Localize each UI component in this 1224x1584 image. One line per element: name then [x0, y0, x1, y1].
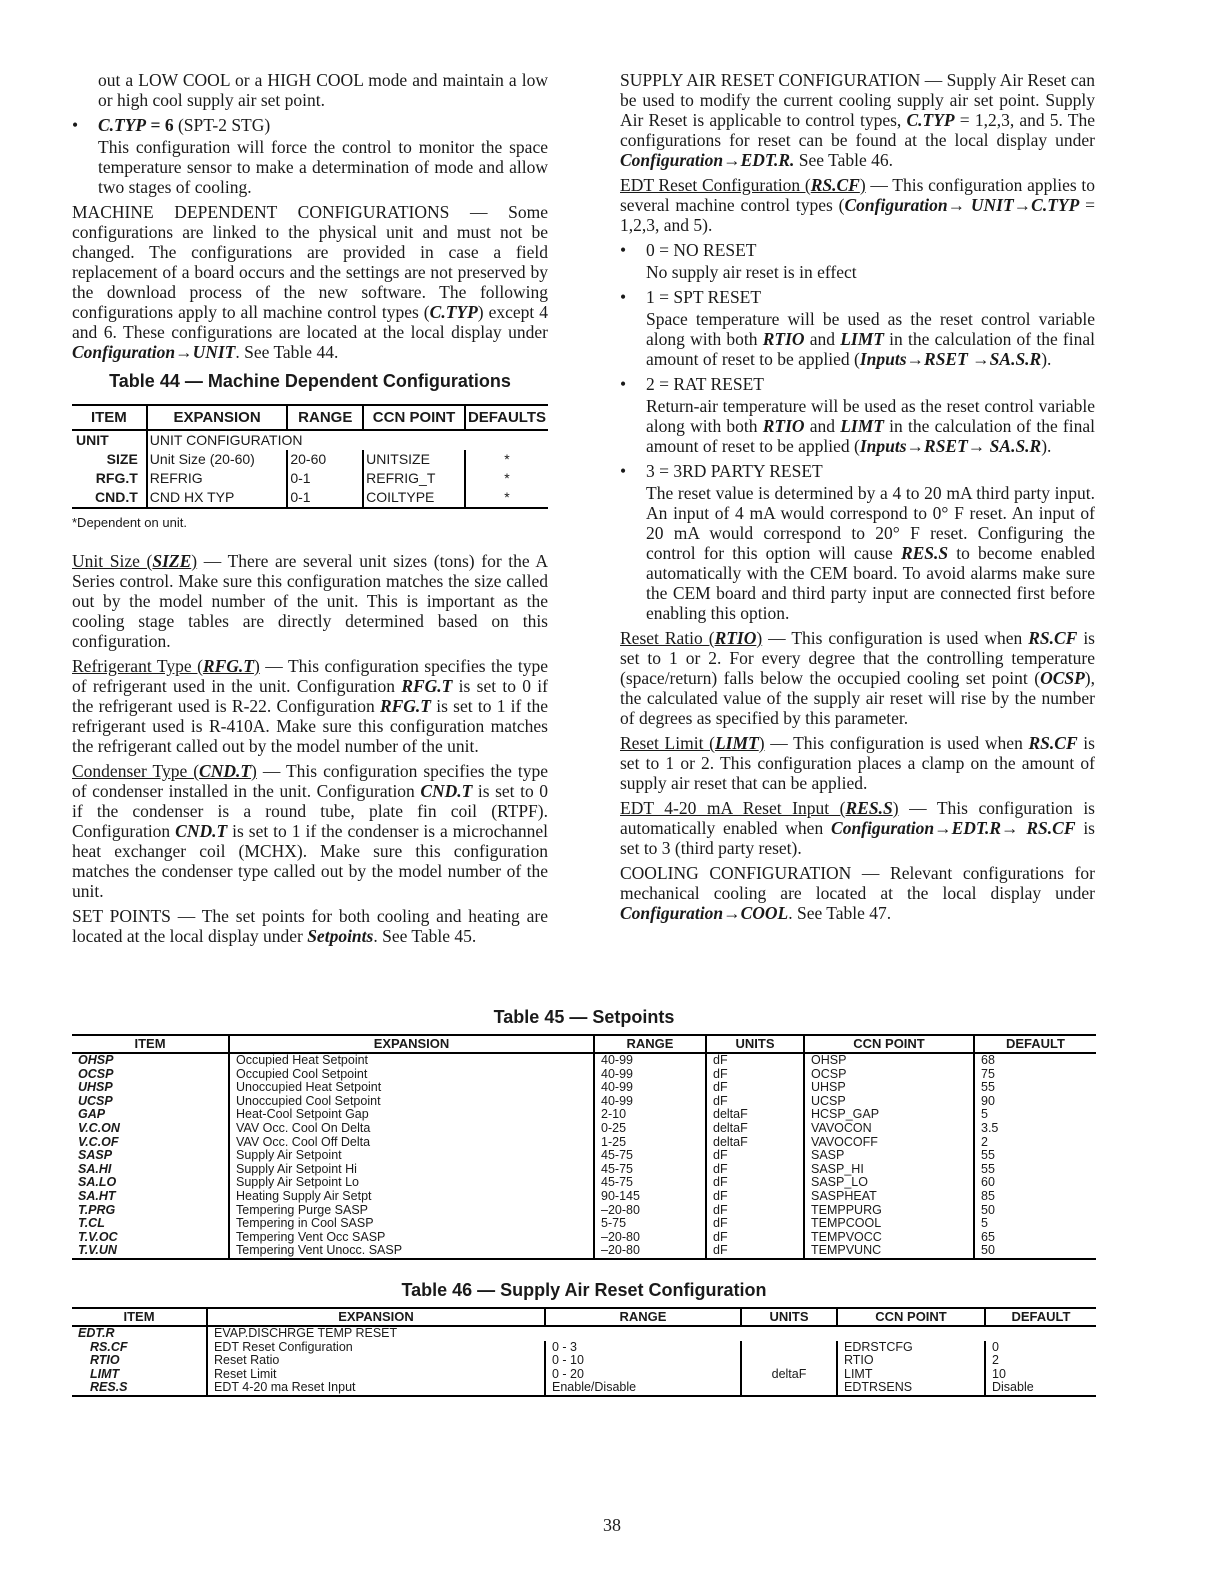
cell-default: 0	[985, 1341, 1096, 1355]
ctyp6-description: This configuration will force the control to monitor the space temperature sensor to make a determination of mode and allow two stages of cooling.	[98, 137, 548, 197]
cell-units: dF	[706, 1190, 804, 1204]
cell-range: –20-80	[594, 1204, 706, 1218]
set-points-paragraph: SET POINTS — The set points for both cooling and heating are located at the local display under Setpoints. See Table 45.	[72, 906, 548, 946]
cooling-configuration-paragraph: COOLING CONFIGURATION — Relevant configurations for mechanical cooling are located at the local display under Configuration→COOL. See Table 47.	[620, 863, 1095, 923]
t45-header-range: RANGE	[594, 1035, 706, 1053]
cell-default: 55	[974, 1081, 1096, 1095]
machine-dependent-paragraph: MACHINE DEPENDENT CONFIGURATIONS — Some configurations are linked to the physical unit and must not be changed. The configurations are provided in case a field replacement of a board occurs and the settings are not preserved by the download process of the new software. The following configurations apply to all machine control types (C.TYP) except 4 and 6. These configurations are located at the local display under Configuration→UNIT. See Table 44.	[72, 202, 548, 362]
paragraph-low-high-cool: out a LOW COOL or a HIGH COOL mode and maintain a low or high cool supply air set point.	[98, 70, 548, 110]
ctyp6-label: C.TYP	[98, 115, 147, 135]
cell-default: 10	[985, 1368, 1096, 1382]
table-row	[72, 1190, 1096, 1204]
cell-default: 2	[974, 1136, 1096, 1150]
cell-expansion: VAV Occ. Cool On Delta	[229, 1122, 594, 1136]
cell-expansion: Unoccupied Heat Setpoint	[229, 1081, 594, 1095]
page-number: 38	[603, 1515, 621, 1535]
t44-header-item: ITEM	[72, 405, 147, 430]
edt-reset-config-paragraph: EDT Reset Configuration (RS.CF) — This configuration applies to several machine control types (Configuration→ UNIT→C.TYP = 1,2,3, and 5).	[620, 175, 1095, 235]
cell-item: SA.LO	[78, 1175, 117, 1190]
cell-units: dF	[706, 1204, 804, 1218]
table-row	[72, 1095, 1096, 1109]
table-row	[72, 1204, 1096, 1218]
table45-caption: Table 45 — Setpoints	[493, 1007, 675, 1027]
cell-expansion: Reset Ratio	[207, 1354, 545, 1368]
cell-range: 0 - 3	[545, 1341, 741, 1355]
cell-ccn: TEMPVUNC	[804, 1244, 974, 1259]
table-row	[72, 1381, 1096, 1396]
cell-default: 2	[985, 1354, 1096, 1368]
3rd-party-reset-description: The reset value is determined by a 4 to 20 mA third party input. An input of 4 mA would correspond to 0° F reset. An input of 20 mA would correspond to 20° F reset. Configuring the control for this option will cause RES.S to become enabled automatically with the CEM board. To avoid alarms make sure the CEM board and third party input are connected first before enabling this option.	[646, 483, 1095, 623]
cell-range: 40-99	[594, 1095, 706, 1109]
table44-footnote: *Dependent on unit.	[72, 515, 187, 530]
cell-range: 0 - 10	[545, 1354, 741, 1368]
cell-range: 45-75	[594, 1163, 706, 1177]
cell-default: 68	[974, 1053, 1096, 1068]
t44-header-expansion: EXPANSION	[147, 405, 288, 430]
table-row	[72, 1354, 1096, 1368]
cell-default: 75	[974, 1068, 1096, 1082]
cell-item: UCSP	[78, 1093, 113, 1108]
supply-air-reset-paragraph: SUPPLY AIR RESET CONFIGURATION — Supply Air Reset can be used to modify the current cooling supply air set point. Supply Air Reset is applicable to control types, C.TYP = 1,2,3, and 5. The configurations for reset can be found at the local display under Configuration→EDT.R. See Table 46.	[620, 70, 1095, 170]
t46-header-expansion: EXPANSION	[207, 1308, 545, 1326]
table-row	[72, 1176, 1096, 1190]
cell-units: dF	[706, 1095, 804, 1109]
cell-default: 5	[974, 1217, 1096, 1231]
cell-units: deltaF	[706, 1108, 804, 1122]
bullet-3rd-party-reset: • 3 = 3RD PARTY RESET	[620, 461, 823, 481]
edt-reset-input-paragraph: EDT 4-20 mA Reset Input (RES.S) — This configuration is automatically enabled when Configuration→EDT.R→ RS.CF is set to 3 (third party reset).	[620, 798, 1095, 858]
cell-default: 90	[974, 1095, 1096, 1109]
cell-ccn: UCSP	[804, 1095, 974, 1109]
cell-ccn: EDTRSENS	[837, 1381, 985, 1396]
cell-ccn: HCSP_GAP	[804, 1108, 974, 1122]
cell-item: RES.S	[72, 1381, 207, 1396]
cell-default: 55	[974, 1163, 1096, 1177]
cell-ccn: EDRSTCFG	[837, 1341, 985, 1355]
cell-expansion: Tempering Vent Occ SASP	[229, 1231, 594, 1245]
cell-range: 90-145	[594, 1190, 706, 1204]
t46-header-default: DEFAULT	[985, 1308, 1096, 1326]
cell-item: SA.HI	[78, 1161, 112, 1176]
cell-ccn: SASP_HI	[804, 1163, 974, 1177]
cell-units: dF	[706, 1053, 804, 1068]
cell-default: 85	[974, 1190, 1096, 1204]
cell-units	[741, 1381, 837, 1396]
table-row	[72, 1149, 1096, 1163]
cell-range: 1-25	[594, 1136, 706, 1150]
table-row	[72, 1081, 1096, 1095]
cell-item: OHSP	[78, 1053, 114, 1067]
cell-expansion: Occupied Cool Setpoint	[229, 1068, 594, 1082]
cell-item: V.C.OF	[78, 1134, 119, 1149]
cell-expansion: EDT 4-20 ma Reset Input	[207, 1381, 545, 1396]
cell-expansion: Supply Air Setpoint Lo	[229, 1176, 594, 1190]
cell-ccn: TEMPCOOL	[804, 1217, 974, 1231]
t45-header-units: UNITS	[706, 1035, 804, 1053]
cell-expansion: EDT Reset Configuration	[207, 1341, 545, 1355]
cell-units: dF	[706, 1163, 804, 1177]
refrigerant-type-paragraph: Refrigerant Type (RFG.T) — This configuration specifies the type of refrigerant used in the unit. Configuration RFG.T is set to 0 if the refrigerant used is R-22. Configuration RFG.T is set to 1 if the refrigerant used is R-410A. Make sure this configuration matches the refrigerant called out by the model number of the unit.	[72, 656, 548, 756]
bullet-ctyp-6: • C.TYP = 6 (SPT-2 STG)	[72, 115, 271, 135]
cell-units: dF	[706, 1149, 804, 1163]
bullet-spt-reset: • 1 = SPT RESET	[620, 287, 762, 307]
cell-range: 40-99	[594, 1081, 706, 1095]
cell-expansion: Heat-Cool Setpoint Gap	[229, 1108, 594, 1122]
table-row	[72, 1108, 1096, 1122]
cell-units: dF	[706, 1231, 804, 1245]
table-row	[72, 1136, 1096, 1150]
t45-header-default: DEFAULT	[974, 1035, 1096, 1053]
cell-range: 0-25	[594, 1122, 706, 1136]
cell-ccn: UHSP	[804, 1081, 974, 1095]
cell-item: SA.HT	[78, 1188, 116, 1203]
cell-units: dF	[706, 1217, 804, 1231]
cell-default: 5	[974, 1108, 1096, 1122]
unit-size-paragraph: Unit Size (SIZE) — There are several unit sizes (tons) for the A Series control. Make sure this configuration matches the size called out by the model number of the unit. This is important as the cooling stage tables are directly determined based on this configuration.	[72, 551, 548, 651]
cell-default: 50	[974, 1244, 1096, 1259]
table-row	[72, 1122, 1096, 1136]
cell-expansion: Unoccupied Cool Setpoint	[229, 1095, 594, 1109]
cell-item: V.C.ON	[78, 1120, 120, 1135]
table-row: CND.T CND HX TYP 0-1 COILTYPE *	[72, 488, 548, 508]
table-row	[72, 1163, 1096, 1177]
table44-machine-dependent	[72, 404, 548, 509]
table-row: SIZE Unit Size (20-60) 20-60 UNITSIZE *	[72, 450, 548, 469]
table46-section	[72, 1279, 1096, 1397]
cell-ccn: TEMPVOCC	[804, 1231, 974, 1245]
cell-ccn: LIMT	[837, 1368, 985, 1382]
cell-expansion: Supply Air Setpoint	[229, 1149, 594, 1163]
table-row	[72, 1053, 1096, 1068]
cell-item: GAP	[78, 1107, 106, 1122]
cell-range: 0 - 20	[545, 1368, 741, 1382]
cell-ccn: OCSP	[804, 1068, 974, 1082]
t45-header-ccn: CCN POINT	[804, 1035, 974, 1053]
t46-header-units: UNITS	[741, 1308, 837, 1326]
cell-item: RS.CF	[90, 1339, 128, 1354]
cell-item: T.V.OC	[78, 1229, 118, 1244]
cell-ccn: VAVOCON	[804, 1122, 974, 1136]
cell-range: 2-10	[594, 1108, 706, 1122]
cell-default: 50	[974, 1204, 1096, 1218]
bullet-rat-reset: • 2 = RAT RESET	[620, 374, 764, 394]
cell-expansion: Tempering Vent Unocc. SASP	[229, 1244, 594, 1259]
reset-limit-paragraph: Reset Limit (LIMT) — This configuration is used when RS.CF is set to 1 or 2. This configuration places a clamp on the amount of supply air reset that can be applied.	[620, 733, 1095, 793]
cell-default: 65	[974, 1231, 1096, 1245]
cell-range: 40-99	[594, 1068, 706, 1082]
cell-item: T.PRG	[78, 1202, 116, 1217]
cell-item: LIMT	[90, 1366, 120, 1381]
cell-item: SASP	[78, 1148, 113, 1163]
cell-item: T.V.UN	[72, 1244, 229, 1259]
cell-range: 45-75	[594, 1149, 706, 1163]
table46-caption: Table 46 — Supply Air Reset Configuration	[401, 1280, 767, 1300]
cell-range: 45-75	[594, 1176, 706, 1190]
t44-header-range: RANGE	[287, 405, 363, 430]
cell-ccn: SASP_LO	[804, 1176, 974, 1190]
cell-range: 5-75	[594, 1217, 706, 1231]
cell-units	[741, 1354, 837, 1368]
table-row	[72, 1244, 1096, 1259]
cell-units: deltaF	[706, 1136, 804, 1150]
table45-setpoints	[72, 1034, 1096, 1260]
cell-ccn: SASP	[804, 1149, 974, 1163]
cell-units: deltaF	[706, 1122, 804, 1136]
cell-default: Disable	[985, 1381, 1096, 1396]
cell-item: OCSP	[78, 1066, 114, 1081]
cell-expansion: VAV Occ. Cool Off Delta	[229, 1136, 594, 1150]
t46-header-ccn: CCN POINT	[837, 1308, 985, 1326]
cell-units	[741, 1341, 837, 1355]
table-row	[72, 1217, 1096, 1231]
table-row: EDT.R EVAP.DISCHRGE TEMP RESET	[72, 1326, 1096, 1341]
cell-ccn: SASPHEAT	[804, 1190, 974, 1204]
table-row	[72, 1341, 1096, 1355]
cell-ccn: TEMPPURG	[804, 1204, 974, 1218]
t44-header-defaults: DEFAULTS	[465, 405, 548, 430]
cell-expansion: Heating Supply Air Setpt	[229, 1190, 594, 1204]
bullet-no-reset: • 0 = NO RESET	[620, 240, 757, 260]
t44-header-ccn: CCN POINT	[363, 405, 465, 430]
t45-header-expansion: EXPANSION	[229, 1035, 594, 1053]
cell-item: RTIO	[90, 1353, 120, 1368]
condenser-type-paragraph: Condenser Type (CND.T) — This configuration specifies the type of condenser installed in the unit. Configuration CND.T is set to 0 if the condenser is a round tube, plate fin coil (RTPF). Configuration CND.T is set to 1 if the condenser is a microchannel heat exchanger coil (MCHX). Make sure this configuration matches the condenser type called out by the model number of the unit.	[72, 761, 549, 901]
cell-item: T.CL	[78, 1216, 105, 1231]
spt-reset-description: Space temperature will be used as the reset control variable along with both RTIO and LIMT in the calculation of the final amount of reset to be applied (Inputs→RSET →SA.S.R).	[646, 309, 1095, 369]
table45-section	[72, 1006, 1096, 1260]
cell-range: –20-80	[594, 1244, 706, 1259]
table-row: RFG.T REFRIG 0-1 REFRIG_T *	[72, 469, 548, 488]
cell-expansion: Occupied Heat Setpoint	[229, 1053, 594, 1068]
table-row	[72, 1231, 1096, 1245]
cell-expansion: Reset Limit	[207, 1368, 545, 1382]
table-row	[72, 1068, 1096, 1082]
cell-ccn: OHSP	[804, 1053, 974, 1068]
t46-header-item: ITEM	[72, 1308, 207, 1326]
left-column	[72, 70, 548, 951]
cell-range: 40-99	[594, 1053, 706, 1068]
cell-units: dF	[706, 1244, 804, 1259]
cell-expansion: Tempering in Cool SASP	[229, 1217, 594, 1231]
cell-units: dF	[706, 1176, 804, 1190]
no-reset-description: No supply air reset is in effect	[646, 262, 857, 282]
t46-header-range: RANGE	[545, 1308, 741, 1326]
table-row	[72, 1368, 1096, 1382]
cell-ccn: VAVOCOFF	[804, 1136, 974, 1150]
cell-units: deltaF	[741, 1368, 837, 1382]
table-row: UNIT UNIT CONFIGURATION	[72, 430, 548, 450]
rat-reset-description: Return-air temperature will be used as the reset control variable along with both RTIO and LIMT in the calculation of the final amount of reset to be applied (Inputs→RSET→ SA.S.R).	[646, 396, 1095, 456]
cell-expansion: Supply Air Setpoint Hi	[229, 1163, 594, 1177]
cell-default: 60	[974, 1176, 1096, 1190]
cell-range: –20-80	[594, 1231, 706, 1245]
cell-expansion: Tempering Purge SASP	[229, 1204, 594, 1218]
reset-ratio-paragraph: Reset Ratio (RTIO) — This configuration is used when RS.CF is set to 1 or 2. For every degree that the controlling temperature (space/return) falls below the occupied cooling set point (OCSP), the calculated value of the supply air reset will rise by the number of degrees as specified by this parameter.	[620, 628, 1095, 728]
cell-default: 3.5	[974, 1122, 1096, 1136]
cell-item: UHSP	[78, 1080, 113, 1095]
right-column	[620, 70, 1095, 928]
cell-units: dF	[706, 1068, 804, 1082]
table46-supply-air-reset	[72, 1307, 1096, 1397]
cell-ccn: RTIO	[837, 1354, 985, 1368]
cell-default: 55	[974, 1149, 1096, 1163]
cell-units: dF	[706, 1081, 804, 1095]
table44-caption: Table 44 — Machine Dependent Configurations	[109, 371, 511, 391]
t45-header-item: ITEM	[72, 1035, 229, 1053]
cell-range: Enable/Disable	[545, 1381, 741, 1396]
